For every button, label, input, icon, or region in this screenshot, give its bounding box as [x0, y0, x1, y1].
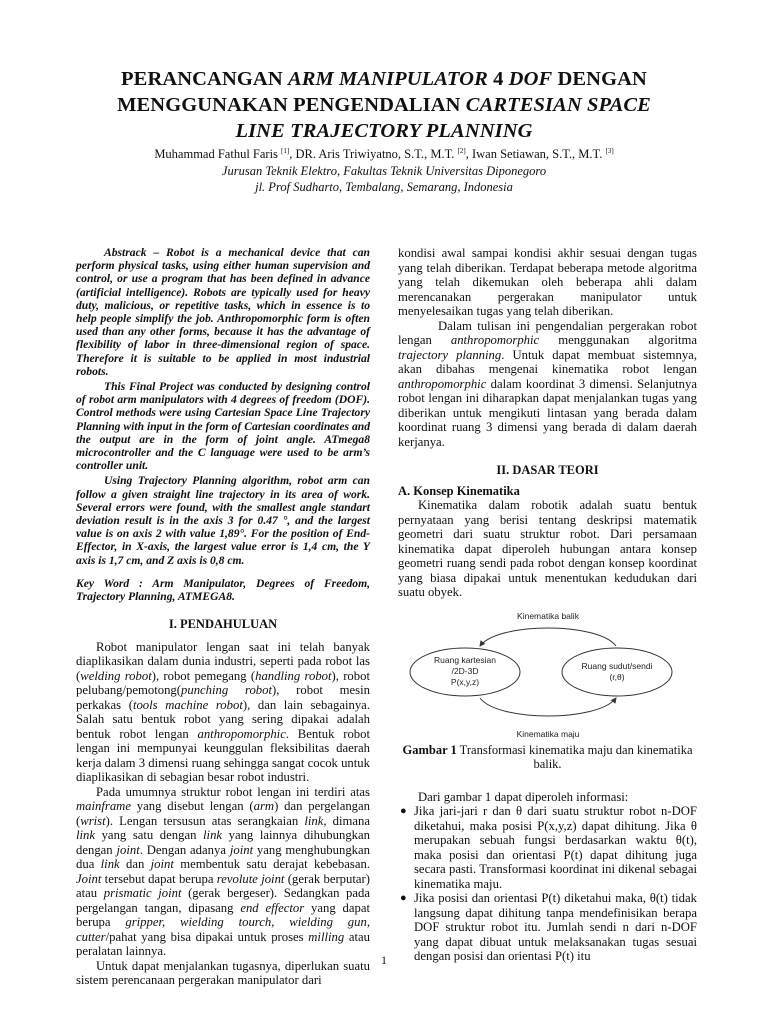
text-run: yang disebut lengan ( — [130, 799, 254, 814]
text-run: dan — [119, 857, 151, 872]
text-run: tersebut dapat berupa — [101, 871, 217, 886]
text-run: joint — [229, 842, 254, 857]
caption-text: Transformasi kinematika maju dan kinematika balik. — [456, 742, 693, 771]
kinematics-figure — [398, 606, 697, 741]
bullet-text: Jika posisi dan orientasi P(t) diketahui maka, θ(t) tidak langsung dapat dihitung tanpa mendefinisikan berapa DOF struktur robot itu. Jumlah sendi n dari n-DOF yang dapat dibuat untuk melaksanakan tugas sesuai dengan posisi dan orientasi P(t) itu — [414, 891, 697, 963]
text-run: anthropomorphic — [197, 726, 286, 741]
keywords: Key Word : Arm Manipulator, Degrees of Freedom, Trajectory Planning, ATMEGA8. — [76, 576, 370, 604]
text-run: Pada umumnya struktur robot lengan ini terdiri atas — [96, 784, 370, 799]
text-run: . Bentuk robot lengan ini mempunyai keunggulan fleksibilitas daerah kerja dalam 3 dimensi ruang sehingga sangat cocok untuk diaplikasikan di sebagian besar robot industri. — [76, 726, 370, 785]
left-column — [76, 246, 370, 988]
right-column — [398, 246, 697, 964]
text-run: anthropomorphic — [398, 376, 487, 391]
intro-paragraph-1 — [76, 640, 370, 785]
title-part: MENGGUNAKAN PENGENDALIAN — [117, 94, 466, 116]
bullet-icon: ● — [400, 805, 407, 817]
text-run: atau peralatan lainnya. — [76, 929, 370, 959]
page-number: 1 — [381, 953, 387, 967]
bullet-item — [398, 804, 697, 891]
text-run: /pahat yang bisa dipakai untuk proses — [105, 929, 309, 944]
text-run: ) dan pergelangan ( — [76, 799, 371, 828]
text-run: joint — [116, 842, 140, 857]
inverse-arrow — [480, 628, 616, 646]
abstract-paragraph: This Final Project was conducted by designing control of robot arm manipulators with 4 degrees of freedom (DOF). Control methods were using Cartesian Space Line Trajectory Planning with input in the form of Cartesian coordinates and the output are in the form of joint angle. ATmega8 microcontroller and the C language were used to be arm’s controller unit. — [76, 380, 370, 473]
text-run: punching robot — [181, 683, 273, 698]
text-run: handling robot — [255, 668, 332, 683]
text-run: ), robot mesin perkakas ( — [76, 683, 370, 712]
caption-label: Gambar 1 — [402, 742, 457, 757]
text-run: link — [203, 828, 223, 843]
text-run: . Untuk dapat membuat sistemnya, akan dibahas mengenai kinematika robot lengan — [398, 347, 697, 376]
affiliation — [60, 163, 708, 195]
text-run: dimana — [326, 813, 370, 828]
title-part: DENGAN — [552, 68, 647, 90]
theory-paragraph: Dari gambar 1 dapat diperoleh informasi: — [418, 789, 629, 804]
fig-top-label: Kinematika balik — [517, 610, 579, 621]
text-run: gripper, wielding tourch, wielding gun, cutter — [76, 915, 370, 944]
paper-title — [60, 66, 708, 144]
affiliation-line: jl. Prof Sudharto, Tembalang, Semarang, Indonesia — [255, 180, 513, 194]
bullet-text: Jika jari-jari r dan θ dari suatu struktur robot n-DOF diketahui, maka posisi P(x,y,z) dapat dihitung. Jika θ merupakan sebuah fungsi berdasarkan waktu θ(t), maka posisi dan orientasi P(t) dapat dihitung juga secara pasti. Transformasi koordinat ini dikenal sebagai kinematika maju. — [414, 804, 697, 891]
text-run: (gerak bergeser). Sedangkan pada pergelangan tangan, dipasang — [76, 886, 370, 915]
text-run: revolute joint — [216, 871, 285, 886]
abstract-paragraph: Abstrack – Robot is a mechanical device that can perform physical tasks, using either human supervision and control, or use a program that has been defined in advance (artificial intelligence). Robots are typically used for heavy duty, malicious, or repetitive tasks, which in essence is to help people simplify the job. Anthropomorphic form is often used than any other forms, because it has the advantage of flexibility of labor in three-dimensional region of space. Therefore it is suitable to be applied in most industrial robots. — [76, 246, 370, 378]
text-run: (gerak berputar) atau — [76, 871, 370, 901]
intro-paragraph-4: kondisi awal sampai kondisi akhir sesuai dengan tugas yang telah diberikan. Terdapat beberapa metode algoritma yang telah dikemukan oleh beberapa ahli dalam merencanakan pergerakan manipulator untuk menyelesaikan tugas yang telah diberikan. — [398, 246, 697, 318]
text-run: Dalam tulisan ini pengendalian pergerakan robot lengan — [398, 318, 697, 347]
section-heading: II. DASAR TEORI — [496, 463, 599, 477]
title-part: CARTESIAN SPACE — [465, 94, 651, 116]
author-list — [60, 143, 708, 162]
figure-caption — [398, 743, 697, 772]
intro-paragraph-3: Untuk dapat menjalankan tugasnya, diperlukan suatu sistem perencanaan pergerakan manipulator dari — [76, 958, 370, 988]
abstract-paragraph: Using Trajectory Planning algorithm, robot arm can follow a given straight line trajectory in its area of work. Several errors were found, with the smallest angle standart deviation result is in the axis 3 for 0.47 °, and the largest value is on axis 2 with value 1,89°. For the position of End-Effector, in X-axis, the largest value error is 1,4 cm, the Y axis is 1,7 cm, and Z axis is 0,8 cm. — [76, 474, 370, 567]
text-run: prismatic joint — [103, 886, 182, 901]
author-ref: [1] — [281, 147, 290, 155]
text-run: yang lainnya dihubungkan dengan — [76, 828, 370, 857]
text-run: joint — [150, 857, 174, 872]
node-label: /2D-3D — [451, 665, 479, 676]
author-ref: [3] — [605, 147, 614, 155]
text-run: Joint — [76, 871, 102, 886]
text-run: menggunakan algoritma — [539, 333, 697, 347]
author-ref: [2] — [457, 147, 466, 155]
text-run: membentuk satu derajat kebebasan. — [173, 857, 370, 872]
title-part: DOF — [508, 68, 553, 90]
node-label: (r,θ) — [609, 671, 625, 682]
title-part: PERANCANGAN — [121, 68, 288, 90]
forward-arrow — [480, 698, 616, 716]
text-run: link — [76, 828, 96, 843]
text-run: mainframe — [76, 799, 131, 814]
fig-bottom-label: Kinematika maju — [516, 728, 580, 739]
node-label: Ruang sudut/sendi — [581, 660, 653, 671]
text-run: trajectory planning — [398, 347, 502, 362]
node-label: P(x,y,z) — [450, 676, 480, 687]
text-run: welding robot — [80, 668, 152, 683]
intro-paragraph-2 — [76, 785, 370, 959]
text-run: dalam koordinat 3 dimensi. Selanjutnya robot lengan ini diharapkan dapat menjalankan tugas yang diberikan untuk mengikuti lintasan yang berada dalam koordinat ruang 3 dimensi yang berada di dalam daerah kerjanya. — [398, 376, 697, 449]
affiliation-line: Jurusan Teknik Elektro, Fakultas Teknik Universitas Diponegoro — [221, 164, 547, 178]
title-part: ARM MANIPULATOR — [287, 68, 488, 90]
text-run: wrist — [80, 813, 106, 828]
text-run: ), robot pelubang/pemotong( — [76, 668, 370, 698]
text-run: Robot manipulator lengan saat ini telah banyak diaplikasikan dalam dunia industri, seperti pada robot las ( — [76, 639, 370, 683]
subsection-heading: A. Konsep Kinematika — [398, 483, 520, 498]
text-run: milling — [308, 929, 345, 944]
bullet-icon: ● — [400, 892, 407, 904]
text-run: yang menghubungkan dua — [76, 842, 371, 872]
intro-paragraph-5 — [398, 319, 697, 450]
text-run: link — [100, 857, 120, 872]
text-run: yang dapat berupa — [76, 900, 370, 930]
author-name: , DR. Aris Triwiyatno, S.T., M.T. — [289, 147, 458, 161]
text-run: tools machine robot — [132, 697, 243, 712]
kinematics-diagram — [398, 606, 697, 741]
author-name: , Iwan Setiawan, S.T., M.T. — [465, 147, 606, 161]
theory-paragraph: Kinematika dalam robotik adalah suatu bentuk pernyataan yang berisi tentang deskripsi matematik geometri dari suatu struktur robot. Dari persamaan kinematika dapat diperoleh hubungan antara konsep geometri ruang sendi pada robot dengan konsep koordinat yang biasa dipakai untuk menentukan kedudukan dari suatu obyek. — [398, 498, 697, 599]
text-run: yang satu dengan — [95, 828, 204, 843]
node-label: Ruang kartesian — [434, 654, 496, 665]
section-heading: I. PENDAHULUAN — [168, 617, 278, 632]
text-run: ), robot pemegang ( — [151, 668, 256, 683]
title-part: LINE TRAJECTORY PLANNING — [235, 120, 533, 142]
text-run: link, — [304, 813, 327, 828]
text-run: arm — [253, 799, 275, 814]
author-name: Muhammad Fathul Faris — [154, 147, 282, 161]
text-run: end effector — [240, 900, 305, 915]
title-part: 4 — [487, 68, 509, 90]
text-run: anthropomorphic — [450, 333, 540, 347]
text-run: ). Lengan tersusun atas serangkaian — [105, 813, 305, 828]
text-run: ), dan lain sebagainya. Salah satu bentuk robot yang sering dipakai adalah bentuk robot lengan — [76, 697, 370, 741]
text-run: . Dengan adanya — [139, 842, 230, 857]
